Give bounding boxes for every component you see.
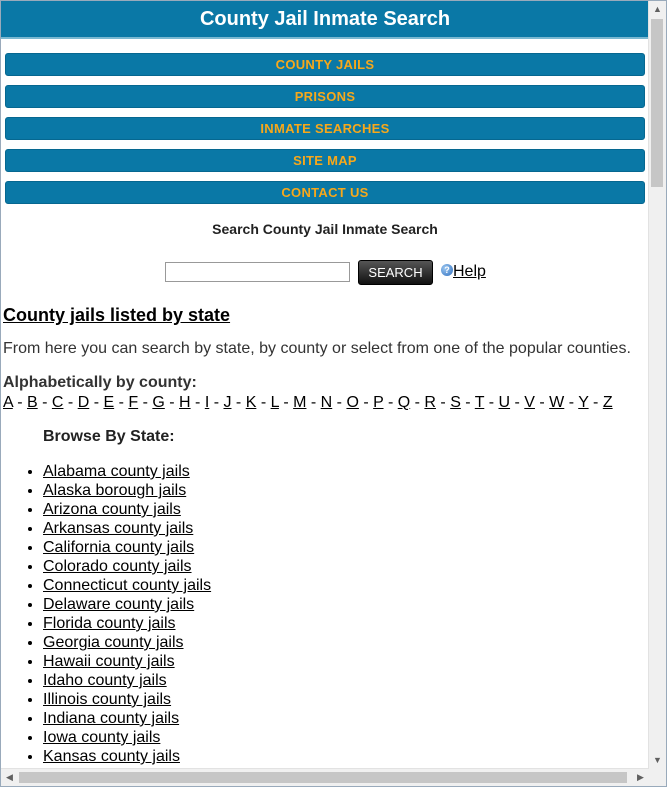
search-input[interactable]	[165, 262, 350, 282]
alpha-separator: -	[114, 394, 129, 411]
alpha-link[interactable]: A	[3, 394, 13, 411]
alpha-separator: -	[534, 394, 550, 411]
alpha-separator: -	[209, 394, 224, 411]
state-link[interactable]: Colorado county jails	[43, 558, 192, 575]
list-item	[43, 595, 647, 614]
alpha-link[interactable]: R	[424, 394, 436, 411]
alpha-separator: -	[460, 394, 475, 411]
scrollbar-corner	[649, 769, 666, 786]
list-item	[43, 671, 647, 690]
alpha-separator: -	[190, 394, 205, 411]
alpha-link[interactable]: W	[549, 394, 565, 411]
help-question-icon[interactable]: ?	[441, 264, 453, 276]
state-link[interactable]: Arkansas county jails	[43, 520, 194, 537]
list-item	[43, 538, 647, 557]
alpha-separator: -	[12, 394, 28, 411]
alpha-separator: -	[410, 394, 425, 411]
state-link[interactable]: Alaska borough jails	[43, 482, 187, 499]
list-item	[43, 519, 647, 538]
alpha-separator: -	[484, 394, 499, 411]
list-item	[43, 481, 647, 500]
horizontal-scrollbar[interactable]	[1, 768, 649, 786]
alpha-separator: -	[37, 394, 52, 411]
state-link[interactable]: Arizona county jails	[43, 501, 181, 518]
nav-contact-us[interactable]: CONTACT US	[5, 181, 645, 204]
alpha-separator: -	[510, 394, 525, 411]
alpha-link[interactable]: U	[498, 394, 511, 411]
state-link[interactable]: Georgia county jails	[43, 634, 184, 651]
page-viewport	[1, 1, 649, 769]
alpha-link[interactable]: M	[293, 394, 307, 411]
alpha-link[interactable]: K	[245, 394, 257, 411]
list-item	[43, 633, 647, 652]
alpha-link[interactable]: J	[223, 394, 232, 411]
list-item	[43, 747, 647, 766]
help-link-wrap[interactable]	[441, 263, 486, 281]
alpha-separator: -	[63, 394, 78, 411]
arrow-up-icon[interactable]: ▲	[653, 4, 662, 14]
list-item	[43, 652, 647, 671]
state-link[interactable]: Illinois county jails	[43, 691, 172, 708]
state-link[interactable]: Hawaii county jails	[43, 653, 175, 670]
state-link[interactable]: Florida county jails	[43, 615, 176, 632]
alpha-separator: -	[306, 394, 321, 411]
vertical-scroll-thumb[interactable]	[651, 19, 663, 187]
alpha-link[interactable]: P	[373, 394, 384, 411]
alpha-link[interactable]: B	[27, 394, 38, 411]
list-item	[43, 709, 647, 728]
main-content	[1, 303, 649, 785]
list-item	[43, 576, 647, 595]
alpha-link[interactable]: Q	[397, 394, 411, 411]
site-title: County Jail Inmate Search	[199, 8, 451, 30]
alpha-link[interactable]: N	[320, 394, 333, 411]
alpha-link[interactable]: L	[270, 394, 279, 411]
alpha-link[interactable]: S	[450, 394, 461, 411]
list-item	[43, 462, 647, 481]
alpha-separator: -	[358, 394, 374, 411]
arrow-down-icon[interactable]: ▼	[653, 755, 662, 765]
state-link[interactable]: Kansas county jails	[43, 748, 180, 765]
horizontal-scroll-thumb[interactable]	[19, 772, 627, 783]
alpha-separator: -	[564, 394, 579, 411]
list-item	[43, 690, 647, 709]
alpha-link[interactable]: Y	[578, 394, 589, 411]
alpha-link[interactable]: F	[128, 394, 139, 411]
list-item	[43, 500, 647, 519]
nav-county-jails[interactable]: COUNTY JAILS	[5, 53, 645, 76]
alpha-link[interactable]: G	[152, 394, 165, 411]
nav-prisons[interactable]: PRISONS	[5, 85, 645, 108]
list-item	[43, 728, 647, 747]
alpha-link[interactable]: H	[179, 394, 191, 411]
nav-site-map[interactable]: SITE MAP	[5, 149, 645, 172]
alpha-separator: -	[332, 394, 347, 411]
help-link[interactable]: Help	[453, 263, 486, 280]
state-link[interactable]: Idaho county jails	[43, 672, 167, 689]
alpha-separator: -	[164, 394, 180, 411]
alpha-label: Alphabetically by county:	[3, 374, 197, 391]
state-list	[3, 462, 647, 785]
alpha-link[interactable]: Z	[602, 394, 613, 411]
nav-inmate-searches[interactable]: INMATE SEARCHES	[5, 117, 645, 140]
alpha-separator: -	[89, 394, 104, 411]
arrow-left-icon[interactable]: ◀	[6, 772, 13, 782]
vertical-scrollbar[interactable]	[648, 1, 666, 769]
browse-by-state-label: Browse By State:	[43, 428, 175, 445]
state-link[interactable]: Delaware county jails	[43, 596, 195, 613]
alpha-link[interactable]: V	[524, 394, 535, 411]
alpha-separator: -	[138, 394, 153, 411]
alpha-link[interactable]: I	[204, 394, 210, 411]
site-header	[1, 1, 649, 39]
section-title: County jails listed by state	[3, 305, 231, 325]
search-title: Search County Jail Inmate Search	[212, 221, 438, 237]
intro-text: From here you can search by state, by county or select from one of the popular counties.	[3, 340, 631, 357]
alpha-link[interactable]: E	[103, 394, 115, 411]
search-button[interactable]: SEARCH	[358, 260, 433, 285]
state-link[interactable]: Indiana county jails	[43, 710, 180, 727]
alphabet-index	[3, 393, 647, 413]
state-link[interactable]: California county jails	[43, 539, 195, 556]
list-item	[43, 557, 647, 576]
alpha-link[interactable]: C	[51, 394, 64, 411]
arrow-right-icon[interactable]: ▶	[637, 772, 644, 782]
state-link[interactable]: Iowa county jails	[43, 729, 161, 746]
state-link[interactable]: Alabama county jails	[43, 463, 190, 480]
alpha-separator: -	[278, 394, 294, 411]
state-link[interactable]: Connecticut county jails	[43, 577, 212, 594]
alpha-link[interactable]: T	[474, 394, 485, 411]
alpha-link[interactable]: O	[346, 394, 359, 411]
alpha-separator: -	[383, 394, 398, 411]
alpha-link[interactable]: D	[77, 394, 90, 411]
alpha-separator: -	[435, 394, 451, 411]
alpha-separator: -	[588, 394, 603, 411]
search-bar	[1, 260, 649, 286]
alpha-separator: -	[256, 394, 271, 411]
list-item	[43, 614, 647, 633]
alpha-separator: -	[231, 394, 246, 411]
main-nav	[5, 53, 645, 204]
